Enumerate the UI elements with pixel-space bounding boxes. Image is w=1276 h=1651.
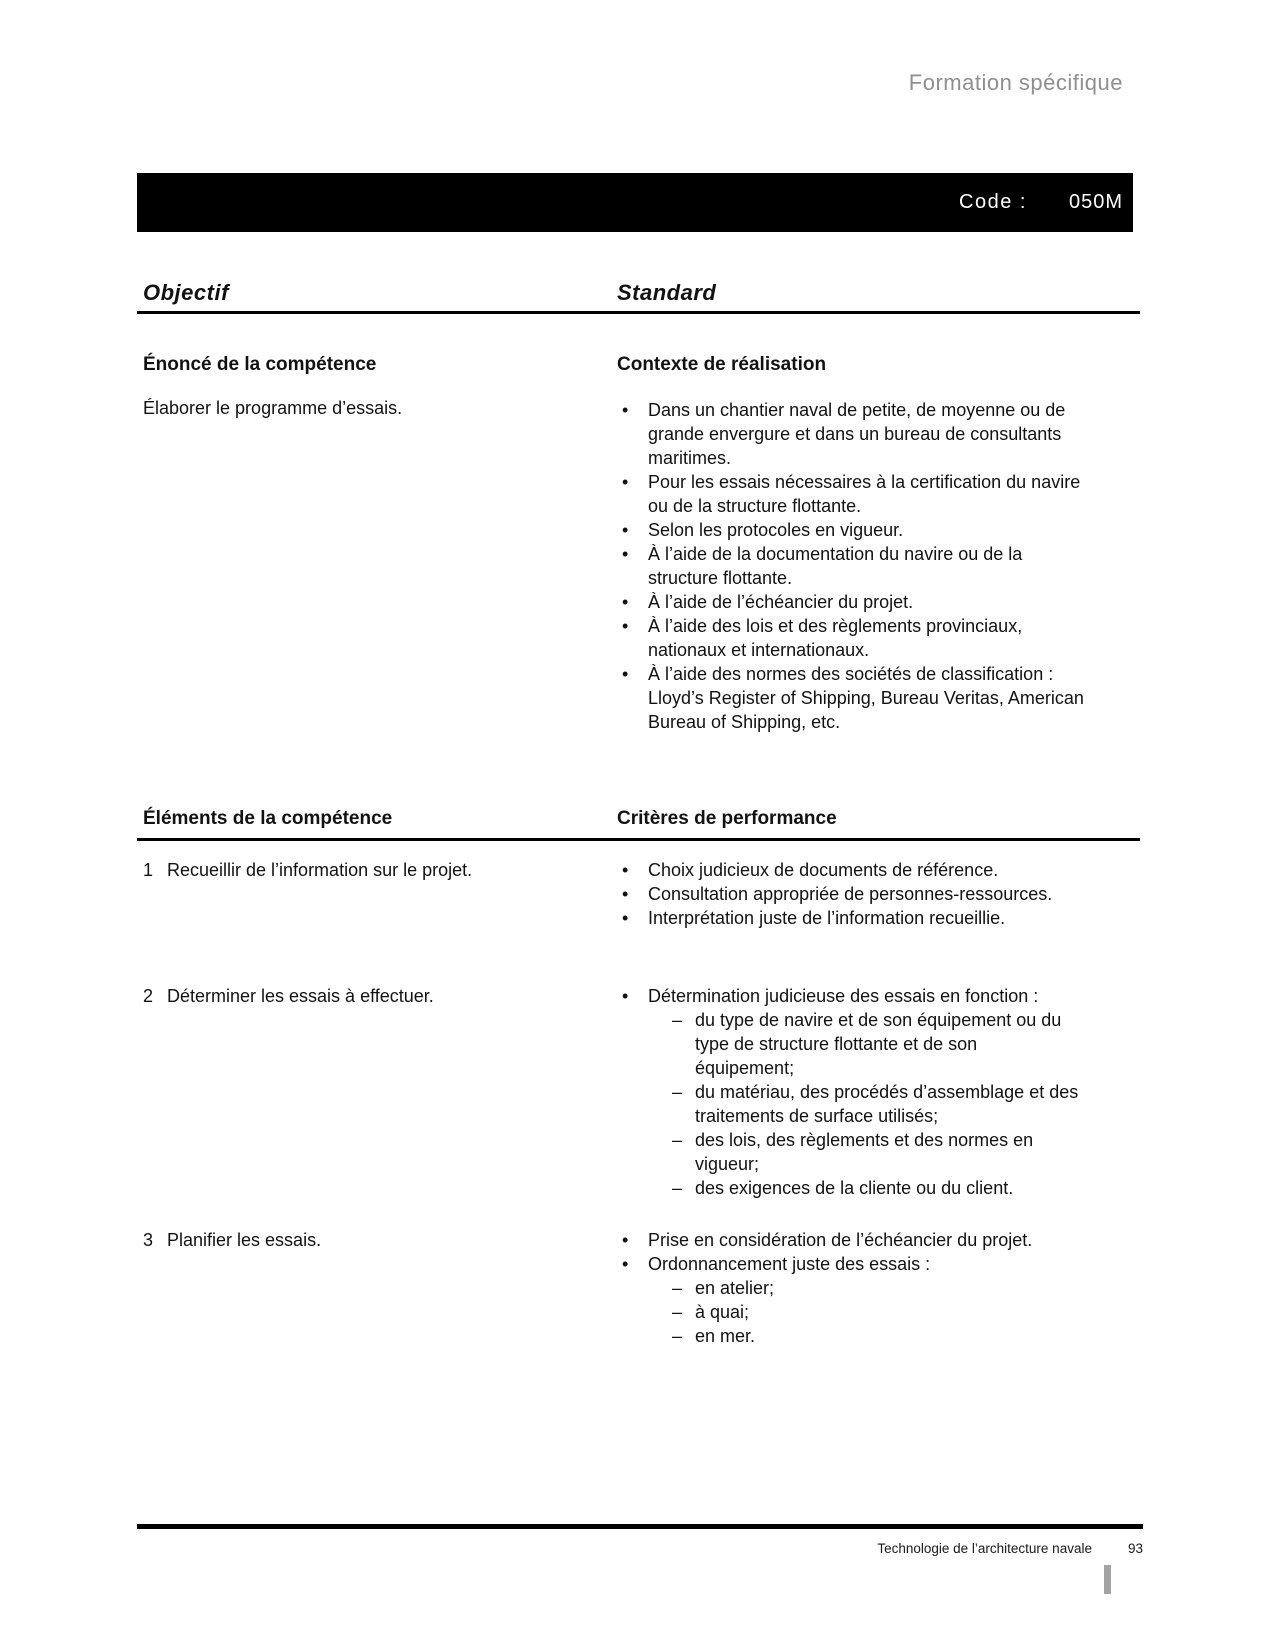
bullet-line xyxy=(617,882,1140,906)
criteres-heading: Critères de performance xyxy=(617,808,837,829)
bullet-text: Détermination judicieuse des essais en fonction : xyxy=(648,986,1039,1006)
bullet-text: À l’aide de la documentation du navire ou de la structure flottante. xyxy=(648,544,1023,588)
sub-line xyxy=(672,1128,1140,1176)
sub-text: des lois, des règlements et des normes en vigueur; xyxy=(695,1130,1034,1174)
criteria-list xyxy=(617,1228,1140,1348)
bullet-text: À l’aide de l’échéancier du projet. xyxy=(648,592,914,612)
sub-line xyxy=(672,1176,1140,1200)
elements-titles-row xyxy=(137,806,1140,841)
sub-text: en mer. xyxy=(695,1326,756,1346)
bullet-icon: • xyxy=(622,986,629,1006)
bullet-line xyxy=(617,590,1140,614)
criterion xyxy=(617,882,1140,906)
dash-icon: – xyxy=(672,1130,683,1150)
dash-icon: – xyxy=(672,1178,683,1198)
bullet-text: Ordonnancement juste des essais : xyxy=(648,1254,931,1274)
criterion xyxy=(617,590,1140,614)
bullet-icon: • xyxy=(622,1230,629,1250)
sub-text: des exigences de la cliente ou du client. xyxy=(695,1178,1014,1198)
competence-section xyxy=(137,352,1140,734)
sub-text: du type de navire et de son équipement ou du type de structure flottante et de son équipement; xyxy=(695,1010,1062,1078)
column-titles-row xyxy=(137,281,1140,314)
sub-text: du matériau, des procédés d’assemblage et des traitements de surface utilisés; xyxy=(695,1082,1079,1126)
sub-text: en atelier; xyxy=(695,1278,775,1298)
dash-icon: – xyxy=(672,1326,683,1346)
bullet-line xyxy=(617,518,1140,542)
bullet-icon: • xyxy=(622,472,629,492)
criteria-list xyxy=(617,858,1140,930)
element-text: Planifier les essais. xyxy=(167,1230,322,1250)
bullet-icon: • xyxy=(622,1254,629,1274)
standard-title: Standard xyxy=(617,280,717,305)
bullet-text: À l’aide des normes des sociétés de classification : Lloyd’s Register of Shipping, Bureau Veritas, American Bureau of Shipping, etc. xyxy=(648,664,1084,732)
bullet-icon: • xyxy=(622,400,629,420)
bullet-icon: • xyxy=(622,520,629,540)
bullet-line xyxy=(617,1228,1140,1252)
element-cell xyxy=(137,984,617,1008)
objectif-title: Objectif xyxy=(143,280,229,305)
element-number: 3 xyxy=(143,1230,154,1250)
footer-book-title: Technologie de l’architecture navale xyxy=(877,1541,1092,1556)
element-number: 1 xyxy=(143,860,154,880)
footer-page-number: 93 xyxy=(1127,1541,1143,1556)
criterion xyxy=(617,470,1140,518)
element-cell xyxy=(137,1228,617,1252)
bullet-text: Selon les protocoles en vigueur. xyxy=(648,520,904,540)
bullet-text: Consultation appropriée de personnes-ressources. xyxy=(648,884,1053,904)
bullet-line xyxy=(617,906,1140,930)
sub-text: à quai; xyxy=(695,1302,750,1322)
bullet-text: Interprétation juste de l’information recueillie. xyxy=(648,908,1006,928)
criterion xyxy=(617,1252,1140,1348)
bullet-icon: • xyxy=(622,860,629,880)
competence-statement: Élaborer le programme d’essais. xyxy=(143,398,403,418)
sub-line xyxy=(672,1008,1140,1080)
bullet-line xyxy=(617,1252,1140,1276)
bullet-icon: • xyxy=(622,664,629,684)
code-banner xyxy=(137,173,1133,232)
footer-rule xyxy=(137,1524,1143,1529)
element-row xyxy=(137,984,1140,1200)
bullet-icon: • xyxy=(622,884,629,904)
enonce-heading: Énoncé de la compétence xyxy=(143,354,377,375)
running-header: Formation spécifique xyxy=(908,70,1123,95)
context-bullet-list xyxy=(617,398,1140,734)
dash-icon: – xyxy=(672,1278,683,1298)
criterion xyxy=(617,858,1140,882)
sub-line xyxy=(672,1324,1140,1348)
element-text: Recueillir de l’information sur le projet. xyxy=(167,860,473,880)
bullet-line xyxy=(617,984,1140,1008)
bullet-line xyxy=(617,614,1140,662)
bullet-text: Pour les essais nécessaires à la certification du navire ou de la structure flottante. xyxy=(648,472,1081,516)
bullet-icon: • xyxy=(622,592,629,612)
criterion xyxy=(617,542,1140,590)
element-row xyxy=(137,1228,1140,1348)
competence-right-column xyxy=(617,352,1140,734)
criterion xyxy=(617,662,1140,734)
criterion xyxy=(617,984,1140,1200)
bullet-line xyxy=(617,470,1140,518)
competence-left-column xyxy=(137,352,617,420)
criterion xyxy=(617,1228,1140,1252)
footer xyxy=(137,1541,1143,1556)
dash-icon: – xyxy=(672,1010,683,1030)
criterion xyxy=(617,614,1140,662)
contexte-heading: Contexte de réalisation xyxy=(617,354,827,375)
bullet-text: Choix judicieux de documents de référence. xyxy=(648,860,999,880)
dash-icon: – xyxy=(672,1302,683,1322)
criterion xyxy=(617,398,1140,470)
element-number: 2 xyxy=(143,986,154,1006)
elements-heading: Éléments de la compétence xyxy=(143,808,393,829)
dash-icon: – xyxy=(672,1082,683,1102)
bullet-icon: • xyxy=(622,908,629,928)
bullet-text: Dans un chantier naval de petite, de moyenne ou de grande envergure et dans un bureau de consultants maritimes. xyxy=(648,400,1066,468)
bullet-icon: • xyxy=(622,544,629,564)
bullet-text: Prise en considération de l’échéancier du projet. xyxy=(648,1230,1033,1250)
element-text: Déterminer les essais à effectuer. xyxy=(167,986,434,1006)
bullet-text: À l’aide des lois et des règlements provinciaux, nationaux et internationaux. xyxy=(648,616,1023,660)
bullet-line xyxy=(617,542,1140,590)
code-label: Code : xyxy=(959,191,1027,213)
page-edge-tab xyxy=(1104,1565,1111,1594)
criterion xyxy=(617,906,1140,930)
element-cell xyxy=(137,858,617,882)
bullet-line xyxy=(617,858,1140,882)
criteria-list xyxy=(617,984,1140,1200)
sub-line xyxy=(672,1300,1140,1324)
bullet-line xyxy=(617,662,1140,734)
code-value: 050M xyxy=(1068,191,1123,213)
element-row xyxy=(137,858,1140,930)
sub-line xyxy=(672,1276,1140,1300)
criterion xyxy=(617,518,1140,542)
bullet-icon: • xyxy=(622,616,629,636)
bullet-line xyxy=(617,398,1140,470)
sub-line xyxy=(672,1080,1140,1128)
